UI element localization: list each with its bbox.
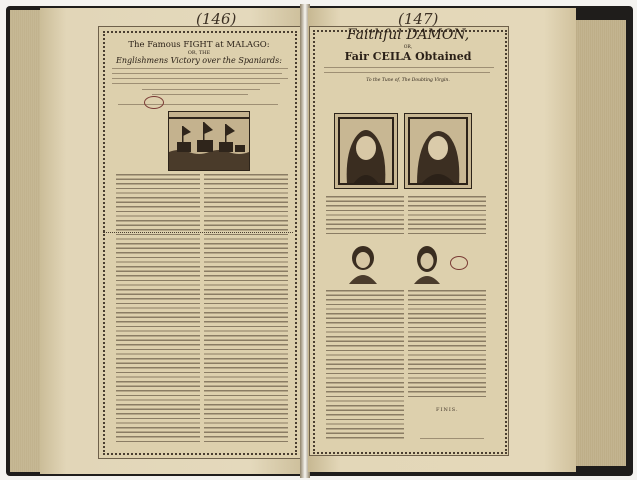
portrait-woodcut-woman <box>404 113 472 189</box>
bust-illustration-left <box>346 244 380 284</box>
right-title-sub: Fair CEILA Obtained <box>344 50 472 63</box>
right-page-number: (147) <box>398 10 439 28</box>
portrait-woodcut-man <box>334 113 398 189</box>
left-title-line2: OR, THE <box>187 50 211 56</box>
right-title-main: Faithful DAMON, <box>346 27 470 43</box>
ships-woodcut <box>168 111 250 171</box>
left-fold-divider <box>103 232 293 233</box>
right-tune-line: To the Tune of, The Doubting Virgin. <box>366 78 450 83</box>
left-verse-column-2 <box>204 174 288 444</box>
right-library-stamp <box>450 256 468 270</box>
right-page-edges <box>574 20 626 466</box>
left-title-line1: The Famous FIGHT at MALAGO: <box>128 40 270 50</box>
right-verse-column-2 <box>408 196 486 236</box>
left-tune-line <box>118 104 278 105</box>
right-title-or: OR, <box>403 45 413 50</box>
left-library-stamp <box>144 96 164 109</box>
left-title-line3: Englishmens Victory over the Spaniards: <box>116 56 282 65</box>
right-verse-column-4 <box>408 290 486 400</box>
right-verse-column-3 <box>326 290 404 440</box>
left-verse-column-1 <box>116 174 200 444</box>
bust-illustration-right <box>410 244 444 284</box>
left-intro-text <box>112 66 288 100</box>
right-verse-column-1 <box>326 196 404 236</box>
left-page-number: (146) <box>196 10 237 28</box>
imprint-line <box>420 438 484 439</box>
finis-label: FINIS. <box>436 407 459 413</box>
